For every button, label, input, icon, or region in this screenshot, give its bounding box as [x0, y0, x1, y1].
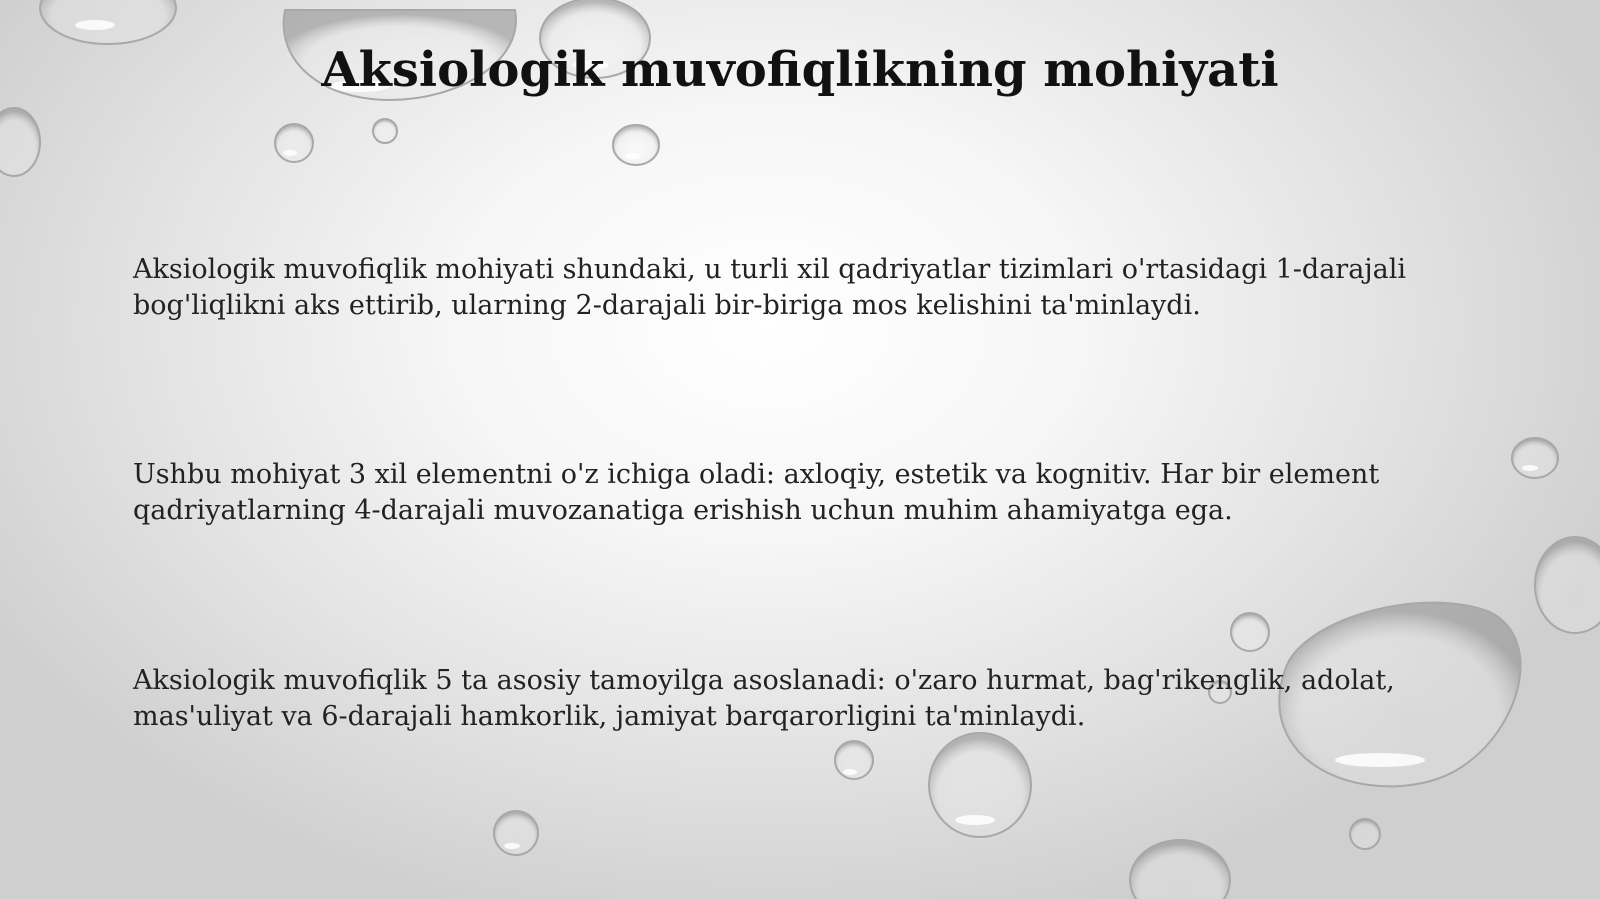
- water-drop-highlight: [955, 815, 995, 825]
- water-drop: [1231, 613, 1269, 651]
- paragraph-essence: Aksiologik muvofiqlik mohiyati shundaki, u turli xil qadriyatlar tizimlari o'rtasidagi 1-darajali bog'liqlikni aks ettirib, ularning 2-darajali bir-biriga mos kelishini ta'minlaydi.: [133, 254, 1407, 321]
- paragraph-principles: Aksiologik muvofiqlik 5 ta asosiy tamoyilga asoslanadi: o'zaro hurmat, bag'rikenglik, adolat, mas'uliyat va 6-darajali hamkorlik, jamiyat barqarorligini ta'minlaydi.: [133, 665, 1395, 732]
- water-drop: [373, 119, 397, 143]
- water-drop-highlight: [1522, 465, 1538, 471]
- water-drop: [1350, 819, 1380, 849]
- water-drop: [275, 124, 313, 162]
- water-drop: [0, 108, 40, 176]
- water-drop: [613, 125, 659, 165]
- slide-title: Aksiologik muvofiqlikning mohiyati: [321, 42, 1279, 98]
- water-drop: [1535, 537, 1600, 633]
- water-drop-highlight: [1335, 753, 1425, 767]
- water-drop-highlight: [843, 769, 857, 775]
- water-drop-highlight: [504, 843, 520, 849]
- water-drop-highlight: [283, 150, 297, 156]
- paragraph-elements: Ushbu mohiyat 3 xil elementni o'z ichiga oladi: axloqiy, estetik va kognitiv. Har bir element qadriyatlarning 4-darajali muvozanatiga erishish uchun muhim ahamiyatga ega.: [133, 459, 1380, 526]
- water-drop: [1512, 438, 1558, 478]
- water-drop-highlight: [75, 20, 115, 30]
- water-drop-highlight: [625, 153, 641, 159]
- water-drop: [1130, 840, 1230, 899]
